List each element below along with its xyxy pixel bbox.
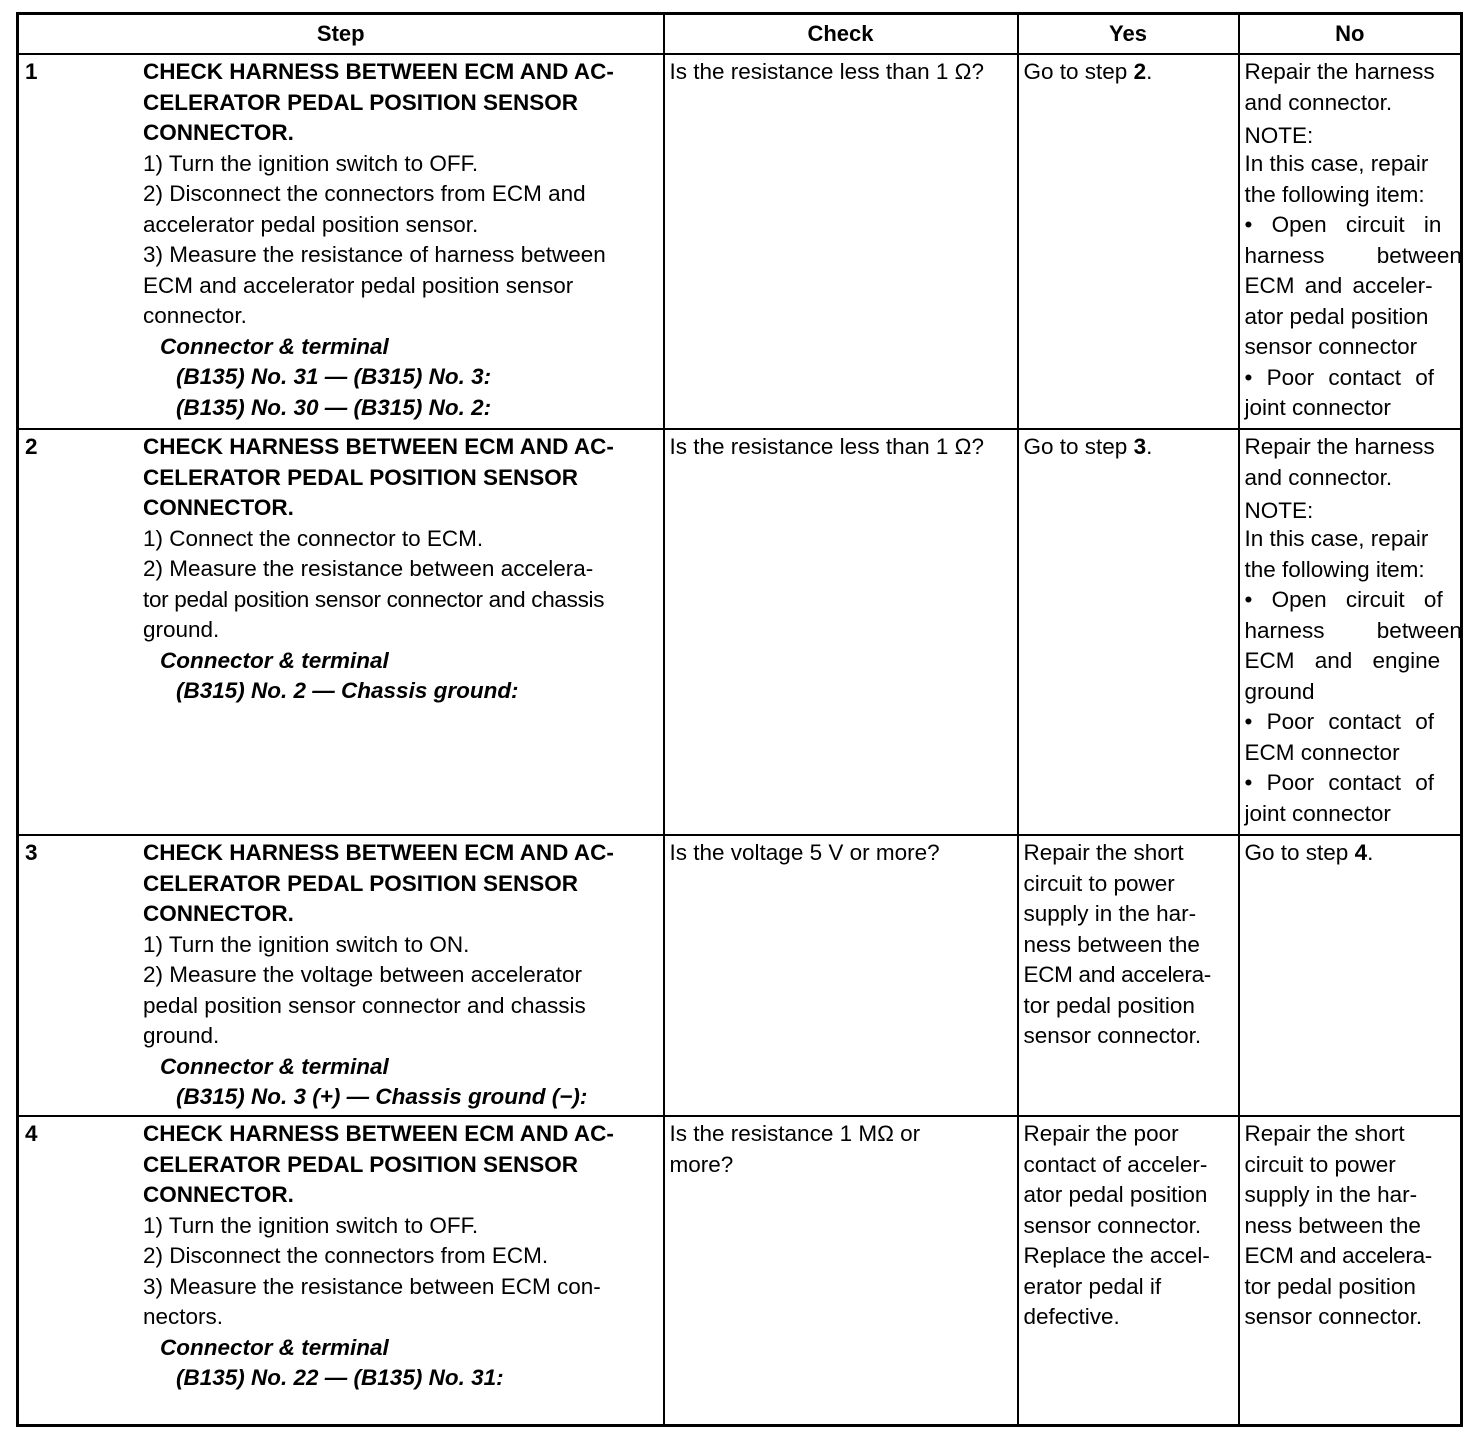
instruction-line: 3) Measure the resistance between ECM con- [143, 1273, 601, 1299]
no-cell [1239, 54, 1462, 429]
step-cell [18, 429, 664, 835]
note-line: • Open circuit in [1244, 212, 1442, 237]
note-line: sensor connector [1244, 334, 1418, 359]
step-title-line: CONNECTOR. [143, 1182, 294, 1207]
note-line: harness between [1244, 242, 1462, 268]
header-row [18, 14, 1462, 55]
instruction-line: 2) Disconnect the connectors from ECM and [143, 181, 586, 206]
note-line: • Poor contact of [1244, 364, 1434, 390]
check-cell [664, 429, 1018, 835]
no-line: ness between the [1244, 1212, 1421, 1238]
instruction-line: 1) Turn the ignition switch to OFF. [143, 150, 479, 176]
instruction-line: 2) Disconnect the connectors from ECM. [143, 1243, 549, 1268]
yes-line: supply in the har- [1023, 901, 1197, 926]
check-cell [664, 835, 1018, 1116]
instruction-line: 3) Measure the resistance of harness between [143, 242, 606, 267]
note-line: joint connector [1244, 800, 1391, 826]
note-line: the following item: [1244, 556, 1425, 582]
step-title-line: CELERATOR PEDAL POSITION SENSOR [143, 870, 579, 896]
yes-line: sensor connector. [1023, 1023, 1202, 1048]
step-title-line: CHECK HARNESS BETWEEN ECM AND AC- [143, 840, 614, 865]
no-line: supply in the har- [1244, 1182, 1418, 1207]
instruction-line: 2) Measure the voltage between accelerator [143, 962, 583, 987]
yes-prefix: Go to step [1023, 434, 1134, 459]
yes-line: ECM and accelera- [1023, 962, 1211, 987]
yes-prefix: Go to step [1023, 59, 1134, 84]
note-line: • Poor contact of [1244, 770, 1434, 795]
note-line: the following item: [1244, 181, 1425, 207]
step-title-line: CONNECTOR. [143, 495, 294, 520]
yes-cell [1018, 835, 1239, 1116]
instruction-line: ground. [143, 617, 220, 642]
yes-line: contact of acceler- [1023, 1151, 1208, 1177]
yes-line: erator pedal if [1023, 1273, 1162, 1299]
note-line: ECM and engine [1244, 648, 1441, 673]
instruction-line: accelerator pedal position sensor. [143, 211, 479, 237]
connector-terminal-label: Connector & terminal [160, 1334, 389, 1360]
note-label: NOTE: [1244, 123, 1314, 148]
step-cell [18, 835, 664, 1116]
no-line: ECM and accelera- [1244, 1243, 1432, 1268]
step-title-line: CONNECTOR. [143, 901, 294, 926]
instruction-line: 2) Measure the resistance between accelera- [143, 556, 594, 581]
yes-cell [1018, 429, 1239, 835]
note-line: ground [1244, 678, 1315, 704]
note-line: • Poor contact of [1244, 709, 1434, 734]
step-cell [18, 1116, 664, 1425]
yes-suffix: . [1146, 434, 1153, 459]
no-line: and connector. [1244, 89, 1393, 115]
yes-cell [1018, 1116, 1239, 1425]
no-line: Repair the harness [1244, 434, 1435, 459]
note-line: harness between [1244, 617, 1462, 643]
connector-terminal-label: Connector & terminal [160, 647, 389, 673]
instruction-line: 1) Turn the ignition switch to OFF. [143, 1212, 479, 1238]
no-line: and connector. [1244, 464, 1393, 490]
terminal-spec: (B135) No. 22 — (B135) No. 31: [176, 1365, 504, 1390]
terminal-spec: (B315) No. 2 — Chassis ground: [176, 678, 519, 703]
yes-line: Repair the poor [1023, 1121, 1179, 1146]
step-number: 4 [25, 1121, 38, 1146]
note-line: ator pedal position [1244, 303, 1429, 329]
instruction-line: connector. [143, 303, 247, 328]
yes-line: Replace the accel- [1023, 1243, 1210, 1268]
no-cell [1239, 429, 1462, 835]
no-cell [1239, 835, 1462, 1116]
step-title-line: CHECK HARNESS BETWEEN ECM AND AC- [143, 434, 614, 459]
note-line: In this case, repair [1244, 526, 1429, 551]
step-title-line: CELERATOR PEDAL POSITION SENSOR [143, 1151, 579, 1177]
yes-step-ref: 3 [1133, 434, 1147, 459]
check-question: Is the resistance less than 1 Ω? [669, 434, 984, 459]
instruction-line: 1) Turn the ignition switch to ON. [143, 931, 470, 957]
no-cell [1239, 1116, 1462, 1425]
note-label: NOTE: [1244, 498, 1314, 523]
step-title-line: CELERATOR PEDAL POSITION SENSOR [143, 89, 579, 115]
yes-step-ref: 2 [1133, 59, 1147, 84]
check-question: Is the resistance less than 1 Ω? [669, 59, 984, 84]
note-line: In this case, repair [1244, 151, 1429, 176]
table-row [18, 429, 1462, 835]
note-line: • Open circuit of [1244, 587, 1443, 612]
terminal-spec: (B135) No. 30 — (B315) No. 2: [176, 394, 492, 420]
connector-terminal-label: Connector & terminal [160, 333, 389, 359]
step-number: 3 [25, 840, 38, 865]
yes-line: ness between the [1023, 931, 1200, 957]
table-row [18, 54, 1462, 429]
check-question: more? [669, 1151, 734, 1177]
yes-suffix: . [1146, 59, 1153, 84]
header-yes: Yes [1018, 14, 1239, 55]
yes-line: circuit to power [1023, 870, 1175, 896]
diagnostic-table [16, 12, 1463, 1427]
note-line: ECM and acceler- [1244, 273, 1433, 298]
step-title-line: CHECK HARNESS BETWEEN ECM AND AC- [143, 59, 614, 84]
instruction-line: nectors. [143, 1304, 224, 1329]
yes-line: Repair the short [1023, 840, 1184, 865]
instruction-line: 1) Connect the connector to ECM. [143, 525, 484, 551]
no-suffix: . [1367, 840, 1374, 865]
no-step-ref: 4 [1354, 840, 1368, 865]
instruction-line: tor pedal position sensor connector and chassis [143, 586, 605, 612]
check-question: Is the voltage 5 V or more? [669, 840, 940, 865]
no-line: tor pedal position [1244, 1273, 1416, 1299]
no-line: Repair the harness [1244, 59, 1435, 84]
yes-cell [1018, 54, 1239, 429]
step-number: 2 [25, 434, 38, 459]
instruction-line: ground. [143, 1023, 220, 1048]
header-check: Check [664, 14, 1018, 55]
note-line: joint connector [1244, 395, 1391, 420]
step-cell [18, 54, 664, 429]
note-line: ECM connector [1244, 739, 1400, 765]
check-question: Is the resistance 1 MΩ or [669, 1121, 921, 1146]
header-no: No [1239, 14, 1462, 55]
instruction-line: ECM and accelerator pedal position sensor [143, 272, 574, 298]
connector-terminal-label: Connector & terminal [160, 1053, 389, 1079]
yes-line: ator pedal position [1023, 1182, 1208, 1207]
terminal-spec: (B315) No. 3 (+) — Chassis ground (−): [176, 1084, 588, 1109]
yes-line: tor pedal position [1023, 992, 1195, 1018]
terminal-spec: (B135) No. 31 — (B315) No. 3: [176, 364, 492, 389]
yes-line: defective. [1023, 1304, 1120, 1329]
step-title-line: CONNECTOR. [143, 120, 294, 145]
check-cell [664, 1116, 1018, 1425]
step-title-line: CHECK HARNESS BETWEEN ECM AND AC- [143, 1121, 614, 1146]
table-row [18, 835, 1462, 1116]
no-line: sensor connector. [1244, 1304, 1423, 1329]
no-line: circuit to power [1244, 1151, 1396, 1177]
no-line: Repair the short [1244, 1121, 1405, 1146]
instruction-line: pedal position sensor connector and chassis [143, 992, 586, 1018]
no-prefix: Go to step [1244, 840, 1355, 865]
header-step: Step [18, 14, 664, 55]
step-number: 1 [25, 59, 38, 84]
yes-line: sensor connector. [1023, 1212, 1202, 1238]
step-title-line: CELERATOR PEDAL POSITION SENSOR [143, 464, 579, 490]
check-cell [664, 54, 1018, 429]
table-row [18, 1116, 1462, 1425]
